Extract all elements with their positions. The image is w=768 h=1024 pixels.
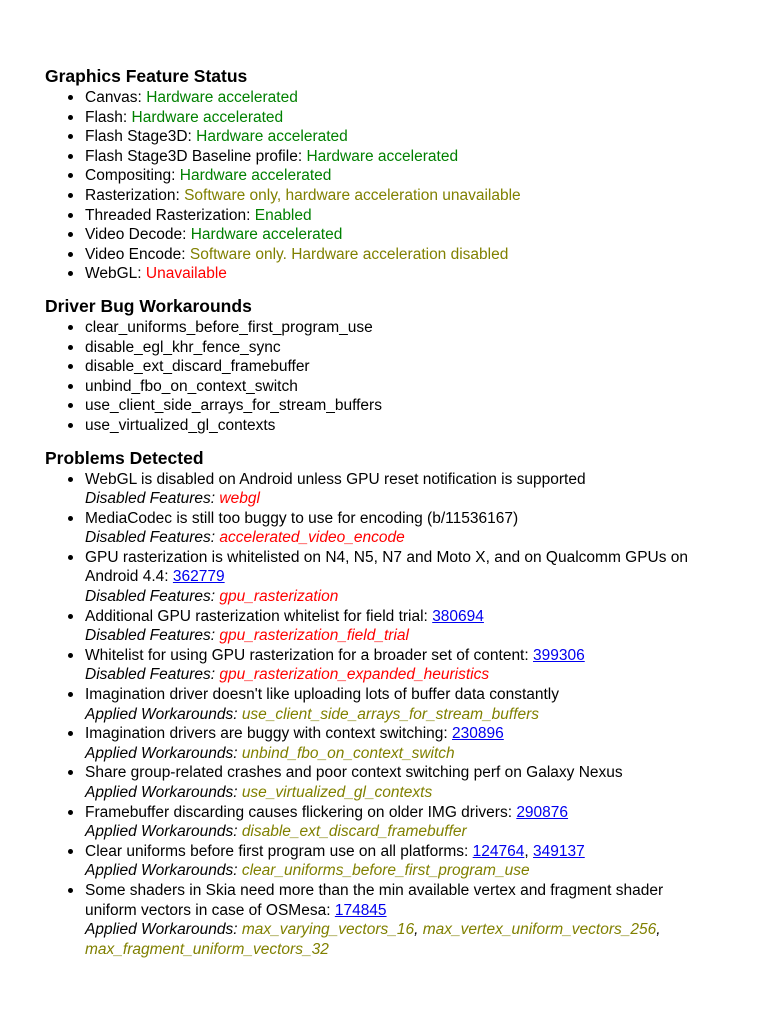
bug-link[interactable]: 174845 — [334, 901, 387, 919]
problem-item — [85, 470, 768, 509]
feature-status-value: Hardware accelerated — [131, 108, 284, 126]
feature-name: Flash: — [85, 108, 128, 126]
applied-workaround-value: max_vertex_uniform_vectors_256 — [422, 921, 657, 939]
feature-status-item — [85, 127, 768, 147]
problem-item — [85, 763, 768, 802]
disabled-features-label: Disabled Features: — [85, 490, 216, 508]
disabled-features-label: Disabled Features: — [85, 529, 216, 547]
problem-description: WebGL is disabled on Android unless GPU reset notification is supported — [85, 470, 586, 488]
problem-description: Share group-related crashes and poor context switching perf on Galaxy Nexus — [85, 764, 623, 782]
problem-description: Whitelist for using GPU rasterization for a broader set of content: — [85, 646, 529, 664]
disabled-features-label: Disabled Features: — [85, 666, 216, 684]
bug-link[interactable]: 380694 — [432, 607, 484, 625]
problem-description: GPU rasterization is whitelisted on N4, N5, N7 and Moto X, and on Qualcomm GPUs on Android 4.4: — [85, 548, 689, 586]
disabled-feature-value: gpu_rasterization_field_trial — [219, 627, 409, 645]
applied-workarounds-line — [85, 783, 718, 803]
feature-name: Video Encode: — [85, 245, 186, 263]
feature-name: Flash Stage3D: — [85, 128, 192, 146]
disabled-features-line — [85, 665, 718, 685]
feature-status-item — [85, 147, 768, 167]
workaround-item: disable_egl_khr_fence_sync — [85, 338, 768, 358]
problems-section — [45, 446, 768, 960]
problem-description: Imagination driver doesn't like uploading lots of buffer data constantly — [85, 686, 559, 704]
feature-status-item — [85, 245, 768, 265]
feature-status-value: Hardware accelerated — [179, 167, 332, 185]
disabled-features-line — [85, 489, 718, 509]
workaround-item: unbind_fbo_on_context_switch — [85, 377, 768, 397]
feature-name: Rasterization: — [85, 186, 180, 204]
workaround-item: use_virtualized_gl_contexts — [85, 416, 768, 436]
disabled-features-line — [85, 528, 718, 548]
feature-status-value: Hardware accelerated — [196, 128, 348, 146]
problem-description: Some shaders in Skia need more than the min available vertex and fragment shader uniform vectors in case of OSMesa: — [85, 881, 664, 919]
feature-name: Video Decode: — [85, 226, 187, 244]
applied-workarounds-line — [85, 744, 718, 764]
applied-workaround-value: max_fragment_uniform_vectors_32 — [85, 940, 329, 958]
disabled-features-line — [85, 587, 718, 607]
problem-item — [85, 548, 768, 607]
bug-link[interactable]: 362779 — [172, 568, 225, 586]
applied-workarounds-label: Applied Workarounds: — [85, 823, 238, 841]
applied-workaround-value: unbind_fbo_on_context_switch — [241, 744, 455, 762]
driver-workarounds-list — [45, 318, 768, 436]
feature-status-value: Hardware accelerated — [306, 147, 459, 165]
problems-list — [45, 470, 768, 960]
applied-workarounds-label: Applied Workarounds: — [85, 921, 238, 939]
feature-status-item — [85, 264, 768, 284]
problem-description: Additional GPU rasterization whitelist for field trial: — [85, 607, 428, 625]
disabled-feature-value: gpu_rasterization — [219, 588, 339, 606]
applied-workarounds-label: Applied Workarounds: — [85, 784, 238, 801]
feature-status-section — [45, 64, 768, 284]
problem-item — [85, 803, 768, 842]
feature-name: Compositing: — [85, 167, 176, 185]
disabled-feature-value: gpu_rasterization_expanded_heuristics — [219, 666, 490, 684]
feature-status-value: Unavailable — [145, 265, 227, 283]
bug-link[interactable]: 124764 — [472, 842, 525, 860]
feature-status-value: Hardware accelerated — [146, 89, 298, 106]
bug-link[interactable]: 230896 — [452, 725, 504, 743]
applied-workarounds-line — [85, 861, 718, 881]
problem-item — [85, 685, 768, 724]
applied-workarounds-label: Applied Workarounds: — [85, 744, 238, 762]
feature-status-item — [85, 88, 768, 108]
applied-workaround-value: use_client_side_arrays_for_stream_buffers — [241, 705, 540, 723]
applied-workaround-value: clear_uniforms_before_first_program_use — [241, 862, 530, 880]
problem-item — [85, 724, 768, 763]
feature-status-list — [45, 88, 768, 284]
feature-status-item — [85, 166, 768, 186]
problems-heading: Problems Detected — [45, 447, 204, 468]
problem-item — [85, 646, 768, 685]
disabled-features-label: Disabled Features: — [85, 627, 216, 645]
bug-link[interactable]: 399306 — [533, 646, 585, 664]
applied-workaround-value: disable_ext_discard_framebuffer — [241, 823, 467, 841]
problem-item — [85, 509, 768, 548]
problem-description: Framebuffer discarding causes flickering on older IMG drivers: — [85, 803, 512, 821]
bug-link[interactable]: 349137 — [533, 842, 585, 860]
workaround-item: disable_ext_discard_framebuffer — [85, 357, 768, 377]
feature-name: Canvas: — [85, 89, 142, 106]
feature-name: Threaded Rasterization: — [85, 206, 251, 224]
feature-status-item — [85, 108, 768, 128]
applied-workarounds-line — [85, 705, 718, 725]
disabled-feature-value: accelerated_video_encode — [219, 529, 405, 547]
driver-workarounds-heading: Driver Bug Workarounds — [45, 295, 252, 316]
workaround-item: use_client_side_arrays_for_stream_buffers — [85, 396, 768, 416]
driver-workarounds-section — [45, 294, 768, 436]
applied-workaround-value: max_varying_vectors_16 — [241, 921, 415, 939]
applied-workarounds-label: Applied Workarounds: — [85, 705, 238, 723]
feature-status-value: Hardware accelerated — [190, 226, 343, 244]
problem-description: MediaCodec is still too buggy to use for encoding (b/11536167) — [85, 509, 519, 527]
disabled-features-line — [85, 626, 718, 646]
problem-item: Clear uniforms before first program use on all platforms: 124764, 349137 Applied Workarounds: clear_uniforms_before_first_program_use — [85, 842, 768, 881]
bug-link[interactable]: 290876 — [516, 803, 569, 821]
feature-status-value: Software only, hardware acceleration unavailable — [184, 186, 521, 204]
applied-workaround-value: use_virtualized_gl_contexts — [241, 784, 433, 801]
applied-workarounds-line — [85, 822, 718, 842]
feature-name: Flash Stage3D Baseline profile: — [85, 147, 303, 165]
feature-status-item — [85, 206, 768, 226]
problem-item — [85, 607, 768, 646]
feature-status-item — [85, 225, 768, 245]
disabled-features-label: Disabled Features: — [85, 588, 216, 606]
feature-status-value: Enabled — [254, 206, 312, 224]
feature-status-value: Software only. Hardware acceleration disabled — [189, 245, 509, 263]
problem-description: Imagination drivers are buggy with context switching: — [85, 725, 448, 743]
applied-workarounds-line: Applied Workarounds: max_varying_vectors_16, max_vertex_uniform_vectors_256, max_fragment_uniform_vectors_32 — [85, 921, 661, 958]
problem-item — [85, 881, 768, 959]
feature-status-heading: Graphics Feature Status — [45, 66, 248, 86]
applied-workarounds-label: Applied Workarounds: — [85, 862, 238, 880]
problem-description: Clear uniforms before first program use on all platforms: — [85, 842, 469, 860]
feature-status-item — [85, 186, 768, 206]
feature-name: WebGL: — [85, 265, 142, 283]
workaround-item: clear_uniforms_before_first_program_use — [85, 318, 768, 338]
disabled-feature-value: webgl — [219, 490, 260, 508]
